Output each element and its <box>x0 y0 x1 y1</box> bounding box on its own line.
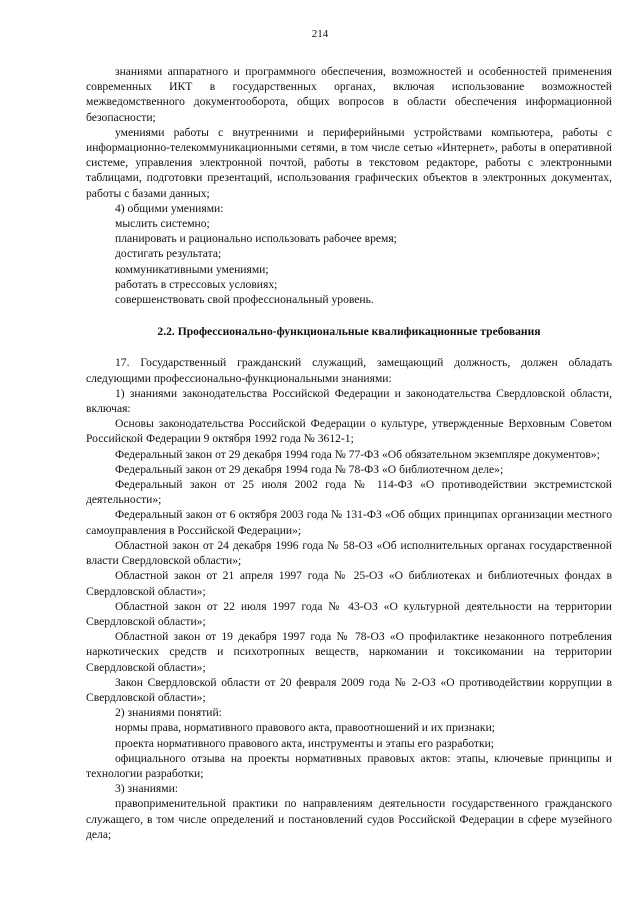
list-heading: 1) знаниями законодательства Российской Федерации и законодательства Свердловской области, включая: <box>86 386 612 416</box>
document-body <box>86 64 612 842</box>
law-item: Областной закон от 21 апреля 1997 года № 25-ОЗ «О библиотеках и библиотечных фондах в Свердловской области»; <box>86 569 612 598</box>
list-item: нормы права, нормативного правового акта, правоотношений и их признаки; <box>115 721 495 735</box>
list-item: планировать и рационально использовать рабочее время; <box>115 232 397 246</box>
law-item: Федеральный закон от 29 декабря 1994 года № 77-ФЗ «Об обязательном экземпляре документов»; <box>115 447 600 461</box>
list-heading: 3) знаниями: <box>115 782 178 796</box>
law-item: Закон Свердловской области от 20 февраля 2009 года № 2-ОЗ «О противодействии коррупции в Свердловской области»; <box>86 675 612 704</box>
list-heading: 2) знаниями понятий: <box>115 706 222 720</box>
list-item: коммуникативными умениями; <box>115 262 269 276</box>
law-item: Областной закон от 24 декабря 1996 года № 58-ОЗ «Об исполнительных органах государственной власти Свердловской области»; <box>86 538 612 568</box>
paragraph: 17. Государственный гражданский служащий, замещающий должность, должен обладать следующими профессионально-функциональными знаниями: <box>86 356 612 385</box>
list-item: официального отзыва на проекты нормативных правовых актов: этапы, ключевые принципы и технологии разработки; <box>86 751 612 780</box>
list-item: мыслить системно; <box>115 217 210 231</box>
list-item: проекта нормативного правового акта, инструменты и этапы его разработки; <box>115 736 495 750</box>
law-item: Областной закон от 22 июля 1997 года № 43-ОЗ «О культурной деятельности на территории Свердловской области»; <box>86 599 612 628</box>
list-item: работать в стрессовых условиях; <box>115 277 278 291</box>
law-item: Федеральный закон от 6 октября 2003 года № 131-ФЗ «Об общих принципах организации местного самоуправления в Российской Федерации»; <box>86 508 612 537</box>
law-item: Федеральный закон от 29 декабря 1994 года № 78-ФЗ «О библиотечном деле»; <box>115 462 504 476</box>
paragraph: знаниями аппаратного и программного обеспечения, возможностей и особенностей применения современных ИКТ в государственных органах, включая использование возможностей межведомственного документооборота, общих вопросов в области обеспечения информационной безопасности; <box>86 65 612 124</box>
law-item: Основы законодательства Российской Федерации о культуре, утвержденные Верховным Советом Российской Федерации 9 октября 1992 года № 3612-1; <box>86 417 612 446</box>
list-item: правоприменительной практики по направлениям деятельности государственного гражданского служащего, в том числе определений и постановлений судов Российской Федерации в сфере музейного дела; <box>86 797 612 841</box>
page-number: 214 <box>311 28 329 40</box>
list-item: достигать результата; <box>115 247 222 261</box>
paragraph: умениями работы с внутренними и периферийными устройствами компьютера, работы с информационно-телекоммуникационными сетями, в том числе сетью «Интернет», работы в оперативной системе, управления электронной почтой, работы в текстовом редакторе, работы с электронными таблицами, подготовки презентаций, использования графических объектов в электронных документах, работы с базами данных; <box>86 125 612 200</box>
list-heading: 4) общими умениями: <box>115 201 224 215</box>
law-item: Федеральный закон от 25 июля 2002 года № 114-ФЗ «О противодействии экстремистской деятельности»; <box>86 478 612 507</box>
list-item: совершенствовать свой профессиональный уровень. <box>115 293 374 307</box>
section-heading: 2.2. Профессионально-функциональные квалификационные требования <box>157 325 541 339</box>
law-item: Областной закон от 19 декабря 1997 года № 78-ОЗ «О профилактике незаконного потребления наркотических средств и психотропных веществ, наркомании и токсикомании на территории Свердловской области»; <box>86 630 612 674</box>
